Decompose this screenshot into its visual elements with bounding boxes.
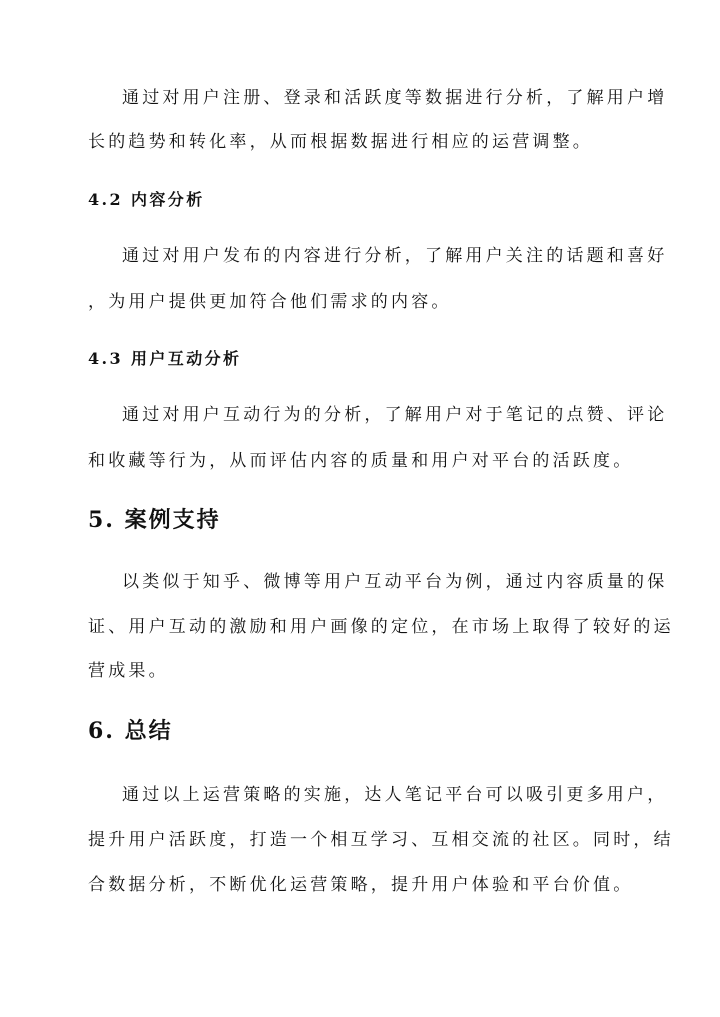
section-5-paragraph-line-1: 以类似于知乎、微博等用户互动平台为例，通过内容质量的保 [122,572,668,592]
section-4-2-paragraph-line-1: 通过对用户发布的内容进行分析，了解用户关注的话题和喜好 [122,246,668,266]
section-6-heading: 6. 总结 [88,718,173,744]
section-5-paragraph-line-2: 证、用户互动的激励和用户画像的定位，在市场上取得了较好的运 [88,617,674,637]
section-6-paragraph-line-2: 提升用户活跃度，打造一个相互学习、互相交流的社区。同时，结 [88,830,674,850]
section-4-2-paragraph-line-2: ，为用户提供更加符合他们需求的内容。 [88,292,452,312]
section-6-paragraph-line-1: 通过以上运营策略的实施，达人笔记平台可以吸引更多用户， [122,785,668,805]
intro-paragraph-line-1: 通过对用户注册、登录和活跃度等数据进行分析，了解用户增 [122,88,668,108]
section-4-2-heading: 4.2 内容分析 [88,190,205,209]
section-6-paragraph-line-3: 合数据分析，不断优化运营策略，提升用户体验和平台价值。 [88,875,634,895]
section-5-paragraph-line-3: 营成果。 [88,661,169,681]
section-4-3-heading: 4.3 用户互动分析 [88,349,242,368]
section-5-heading: 5. 案例支持 [88,507,221,533]
intro-paragraph-line-2: 长的趋势和转化率，从而根据数据进行相应的运营调整。 [88,132,593,152]
section-4-3-paragraph-line-1: 通过对用户互动行为的分析，了解用户对于笔记的点赞、评论 [122,405,668,425]
section-4-3-paragraph-line-2: 和收藏等行为，从而评估内容的质量和用户对平台的活跃度。 [88,451,634,471]
